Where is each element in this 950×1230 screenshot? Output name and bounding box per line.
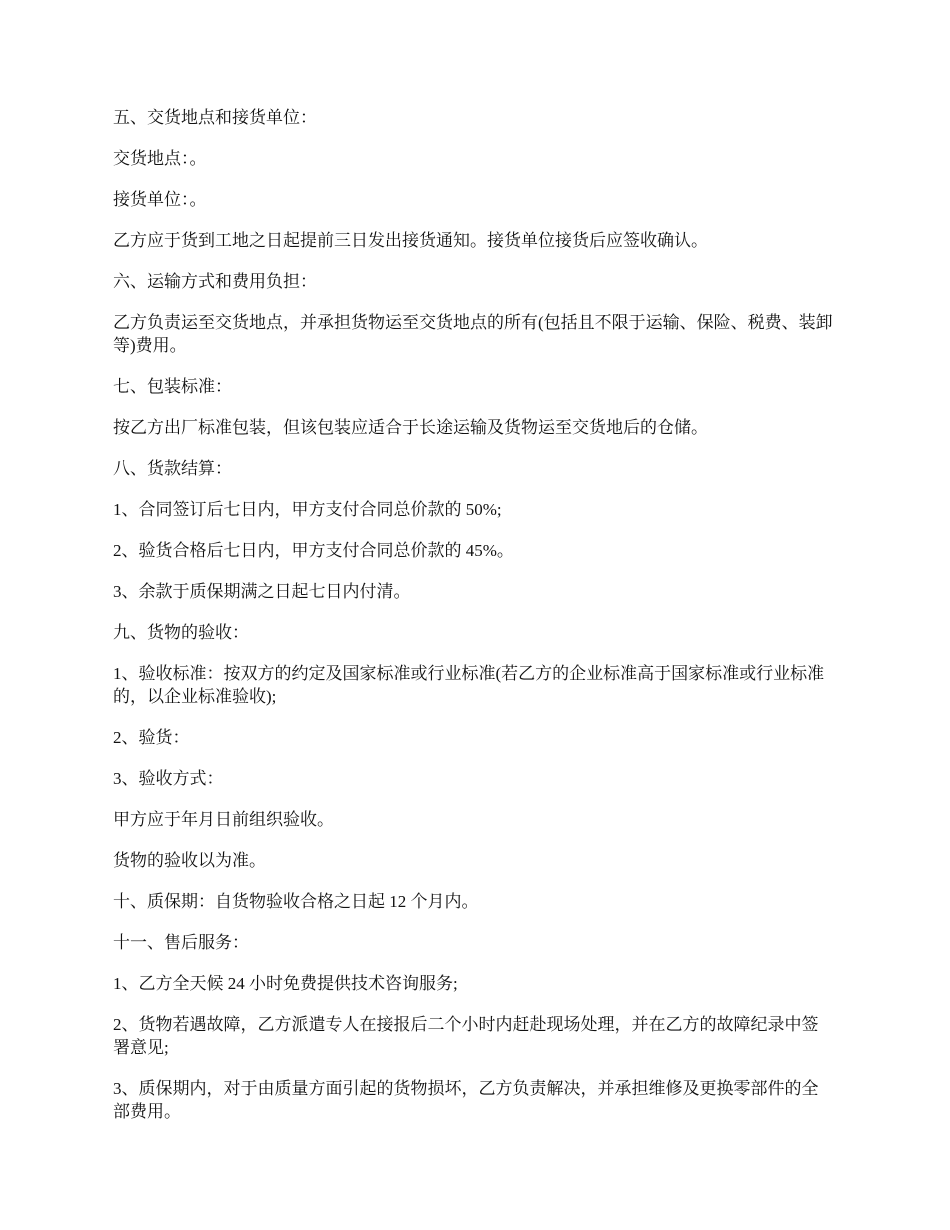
document-body <box>113 106 835 1141</box>
paragraph-acceptance-basis: 货物的验收以为准。 <box>113 851 266 870</box>
section-heading-warranty: 十、质保期：自货物验收合格之日起 12 个月内。 <box>113 892 479 911</box>
paragraph-payment-2: 2、验货合格后七日内，甲方支付合同总价款的 45%。 <box>113 541 514 560</box>
paragraph-receiving-unit: 接货单位：。 <box>113 190 207 209</box>
paragraph-acceptance-standard: 1、验收标准：按双方的约定及国家标准或行业标准(若乙方的企业标准高于国家标准或行业标准的，以企业标准验收); <box>113 664 825 706</box>
paragraph-payment-1: 1、合同签订后七日内，甲方支付合同总价款的 50%; <box>113 500 502 519</box>
paragraph-delivery-notice: 乙方应于货到工地之日起提前三日发出接货通知。接货单位接货后应签收确认。 <box>113 231 708 250</box>
paragraph-after-sales-2: 2、货物若遇故障，乙方派遣专人在接报后二个小时内赶赴现场处理，并在乙方的故障纪录中签署意见; <box>113 1015 819 1057</box>
paragraph-payment-3: 3、余款于质保期满之日起七日内付清。 <box>113 582 411 601</box>
section-heading-transport: 六、运输方式和费用负担： <box>113 272 317 291</box>
paragraph-acceptance-method: 3、验收方式： <box>113 769 224 788</box>
paragraph-packaging: 按乙方出厂标准包装，但该包装应适合于长途运输及货物运至交货地后的仓储。 <box>113 418 708 437</box>
paragraph-after-sales-1: 1、乙方全天候 24 小时免费提供技术咨询服务; <box>113 974 458 993</box>
section-heading-delivery: 五、交货地点和接货单位： <box>113 108 317 127</box>
section-heading-acceptance: 九、货物的验收： <box>113 623 249 642</box>
section-heading-payment: 八、货款结算： <box>113 459 232 478</box>
paragraph-acceptance-date: 甲方应于年月日前组织验收。 <box>113 810 334 829</box>
section-heading-packaging: 七、包装标准： <box>113 377 232 396</box>
paragraph-transport-cost: 乙方负责运至交货地点，并承担货物运至交货地点的所有(包括且不限于运输、保险、税费、装卸等)费用。 <box>113 313 833 355</box>
paragraph-delivery-location: 交货地点：。 <box>113 149 207 168</box>
paragraph-acceptance-inspection: 2、验货： <box>113 728 190 747</box>
paragraph-after-sales-3: 3、质保期内，对于由质量方面引起的货物损坏，乙方负责解决，并承担维修及更换零部件的全部费用。 <box>113 1079 819 1121</box>
section-heading-after-sales: 十一、售后服务： <box>113 933 249 952</box>
